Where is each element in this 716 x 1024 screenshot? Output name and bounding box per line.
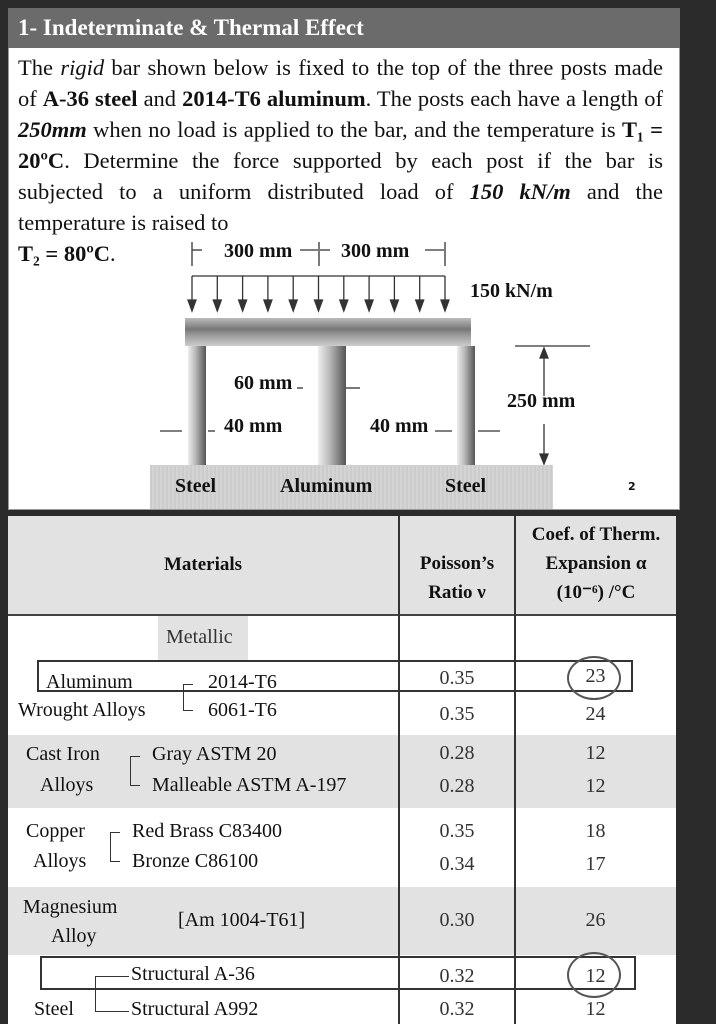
alum-diameter-label: 60 mm: [234, 372, 293, 394]
alpha-value: 24: [585, 703, 606, 725]
load-arrow-head: [188, 300, 196, 311]
group-name: Alloys: [40, 774, 94, 796]
post-label-aluminum: Aluminum: [280, 475, 373, 497]
steel-post-left: [188, 346, 206, 465]
height-label: 250 mm: [507, 390, 576, 412]
t2-emph: T₂ = 80ºC: [18, 241, 110, 266]
span-left-label: 300 mm: [224, 240, 293, 262]
group-name: Alloy: [51, 925, 97, 947]
poisson-value: 0.28: [439, 742, 475, 764]
alpha-value: 18: [585, 820, 606, 842]
material-name: Bronze C86100: [132, 850, 259, 872]
aluminum-post: [318, 346, 346, 465]
material-name: [Am 1004-T61]: [178, 909, 306, 931]
material-name: 2014-T6: [208, 671, 277, 693]
load-arrow-head: [416, 300, 424, 311]
text: bar shown below is fixed to the top of the three posts made of: [18, 55, 663, 111]
load-arrow-head: [315, 300, 323, 311]
text: and the temperature is raised to: [18, 179, 663, 235]
steel-diameter-right-label: 40 mm: [370, 415, 429, 437]
text: Poisson’s: [419, 553, 495, 574]
alpha-value: 17: [585, 853, 606, 875]
alum-emph: 2014-T6 aluminum: [182, 86, 366, 111]
highlight-circle-aluminum-alpha: [567, 656, 621, 700]
page-number: 2: [628, 480, 636, 493]
load-diagram-lines: [140, 236, 700, 476]
steel-post-right: [457, 346, 475, 465]
material-name: Red Brass C83400: [132, 820, 282, 842]
load-arrow-head: [390, 300, 398, 311]
material-name: 6061-T6: [208, 699, 277, 721]
load-arrow-head: [289, 300, 297, 311]
alpha-value: 12: [585, 965, 606, 987]
poisson-value: 0.32: [439, 965, 475, 987]
text: (10⁻⁶) /°C: [556, 582, 636, 603]
highlight-box-aluminum: [37, 660, 633, 692]
group-name: Wrought Alloys: [18, 699, 146, 721]
post-label-steel-left: Steel: [175, 475, 217, 497]
alpha-value: 12: [585, 742, 606, 764]
t1-emph: T₁ = 20ºC: [18, 117, 663, 173]
rigid-emph: rigid: [60, 55, 105, 80]
text: . The posts each have a length of: [365, 86, 663, 111]
load-label: 150 kN/m: [470, 280, 553, 302]
poisson-value: 0.28: [439, 775, 475, 797]
steel-diameter-left-label: 40 mm: [224, 415, 283, 437]
group-name: Steel: [34, 998, 74, 1020]
header-poisson: [400, 549, 514, 607]
text: . Determine the force supported by each post if the bar is subjected to a uniform distributed load of: [18, 148, 663, 204]
text: The: [18, 55, 61, 80]
rigid-bar: [185, 318, 471, 346]
poisson-value: 0.32: [439, 998, 475, 1020]
alpha-value: 23: [585, 665, 606, 687]
poisson-value: 0.35: [439, 820, 475, 842]
load-arrow-head: [365, 300, 373, 311]
poisson-value: 0.35: [439, 703, 475, 725]
text: Coef. of Therm.: [531, 524, 661, 545]
group-name: Cast Iron: [26, 743, 100, 765]
highlight-circle-steel-alpha: [567, 952, 621, 998]
text: Expansion α: [545, 553, 647, 574]
alpha-value: 12: [585, 775, 606, 797]
problem-title: 1- Indeterminate & Thermal Effect: [8, 8, 680, 48]
poisson-value: 0.34: [439, 853, 475, 875]
header-coef: [516, 520, 676, 607]
poisson-value: 0.30: [439, 909, 475, 931]
material-name: Malleable ASTM A-197: [152, 774, 347, 796]
length-emph: 250mm: [18, 117, 87, 142]
material-name: Structural A-36: [131, 963, 255, 985]
poisson-value: 0.35: [439, 667, 475, 689]
header-materials: Materials: [163, 554, 243, 575]
load-arrow-head: [239, 300, 247, 311]
load-arrow-head: [340, 300, 348, 311]
span-right-label: 300 mm: [341, 240, 410, 262]
material-name: Structural A992: [131, 998, 259, 1020]
material-name: Gray ASTM 20: [152, 743, 277, 765]
alpha-value: 26: [585, 909, 606, 931]
group-name: Aluminum: [46, 671, 133, 693]
section-metallic: Metallic: [166, 626, 233, 648]
materials-table: [8, 516, 676, 1024]
post-label-steel-right: Steel: [445, 475, 487, 497]
group-name: Magnesium: [23, 896, 118, 918]
text: when no load is applied to the bar, and the temperature is: [86, 117, 623, 142]
text: and: [137, 86, 183, 111]
group-name: Alloys: [33, 850, 87, 872]
load-arrow-head: [441, 300, 449, 311]
group-name: Copper: [26, 820, 85, 842]
text: .: [110, 241, 116, 266]
load-arrow-head: [213, 300, 221, 311]
highlight-box-steel: [40, 956, 636, 990]
text: Ratio ν: [428, 582, 486, 603]
alpha-value: 12: [585, 998, 606, 1020]
steel-emph: A-36 steel: [42, 86, 138, 111]
load-emph: 150 kN/m: [469, 179, 571, 204]
load-arrow-head: [264, 300, 272, 311]
